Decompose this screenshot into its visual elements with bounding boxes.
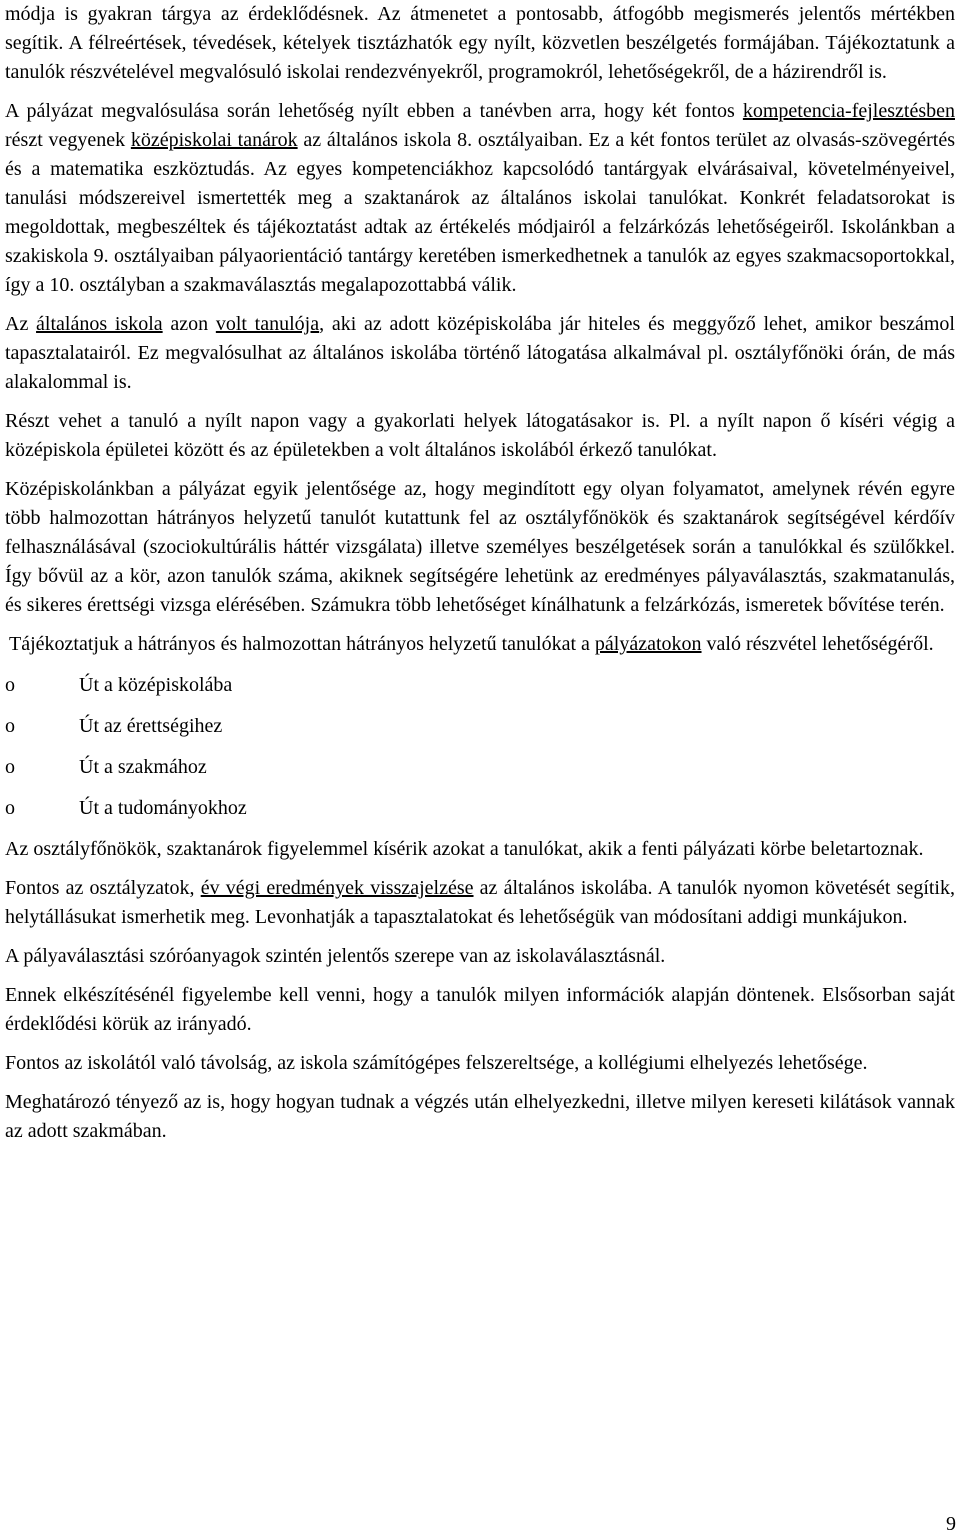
list-item <box>5 712 955 753</box>
text-run: való részvétel lehetőségéről. <box>701 633 934 655</box>
top-paragraphs <box>5 0 955 659</box>
bullet-marker: o <box>5 715 15 737</box>
text-run: az általános iskolába. A tanulók nyomon követését segítik, helytállásukat ismerhetik meg. Levonhatják a tapasztalatokat és lehetőségük van módosítani addigi munkájukon. <box>5 877 955 928</box>
list-item-text: Út a tudományokhoz <box>79 797 247 819</box>
text-run: részt vegyenek <box>5 129 131 151</box>
list-item-text: Út a középiskolába <box>79 674 233 696</box>
text-run: Középiskolánkban a pályázat egyik jelentősége az, hogy megindított egy olyan folyamatot, amelynek révén egyre több halmozottan hátrányos helyzetű tanulót kutattunk fel az osztályfőnökök és szaktanárok segítségével kérdőív felhasználásával (szociokultúrális háttér vizsgálata) illetve személyes beszélgetések során a tanulókkal és szülőkkel. Így bővül az a kör, azon tanulók száma, akiknek segítségére lehetünk az eredményes pályaválasztás, szakmatanulás, és sikeres érettségi vizsga elérésében. Számukra több lehetőséget kínálhatunk a felzárkózás, ismeretek bővítése terén. <box>5 478 955 616</box>
text-run: az általános iskola 8. osztályaiban. Ez a két fontos terület az olvasás-szövegértés és a matematika eszköztudás. Az egyes kompetenciákhoz kapcsolódó tantárgyak elvárásaival, követelményeivel, tanulási módszereivel ismertették meg a szaktanárok az általános iskolai tanulókat. Konkrét feladatsorokat is megoldottak, megbeszéltek és tájékoztatást adtak az értékelés módjairól a felzárkózás lehetőségeiről. Iskolánkban a szakiskola 9. osztályaiban pályaorientáció tantárgy keretében ismerkedhetnek a tanulók az egyes szakmacsoportokkal, így a 10. osztályban a szakmaválasztás megalapozottabbá válik. <box>5 129 955 296</box>
paragraph-open-day <box>5 407 955 465</box>
paragraph-employment-prospects <box>5 1088 955 1146</box>
page-number: 9 <box>946 1513 956 1535</box>
text-run: azon <box>162 313 216 335</box>
paragraph-competence-development <box>5 97 955 300</box>
text-run: A pályázat megvalósulása során lehetőség nyílt ebben a tanévben arra, hogy két fontos <box>5 100 743 122</box>
text-run: Az <box>5 313 37 335</box>
paragraph-information-basis <box>5 981 955 1039</box>
text-run: , aki az adott középiskolába jár hiteles és meggyőző lehet, amikor beszámol tapasztalatairól. Ez megvalósulhat az általános iskolába történő látogatása alkalmával pl. osztályfőnöki órán, de más alakalommal is. <box>5 313 955 393</box>
text-run: Fontos az osztályzatok, <box>5 877 201 899</box>
list-item-text: Út a szakmához <box>79 756 207 778</box>
list-item-text: Út az érettségihez <box>79 715 223 737</box>
paragraph-intro-continuation <box>5 0 955 87</box>
underlined-text: év végi eredmények visszajelzése <box>200 877 474 899</box>
bottom-paragraphs <box>5 835 955 1146</box>
text-run: módja is gyakran tárgya az érdeklődésnek. Az átmenetet a pontosabb, átfogóbb megismerés jelentős mértékben segítik. A félreértések, tévedések, kételyek tisztázhatók egy nyílt, közvetlen beszélgetés formájában. Tájékoztatunk a tanulók részvételével megvalósuló iskolai rendezvényekről, programokról, lehetőségekről, de a házirendről is. <box>5 3 955 83</box>
paragraph-tender-information <box>5 630 955 659</box>
paragraph-year-end-results <box>5 874 955 932</box>
tender-bullet-list <box>5 671 955 835</box>
paragraph-disadvantaged-students <box>5 475 955 620</box>
list-item <box>5 671 955 712</box>
text-run: Részt vehet a tanuló a nyílt napon vagy a gyakorlati helyek látogatásakor is. Pl. a nyílt napon ő kíséri végig a középiskola épületei között és az épületekben a volt általános iskolából érkező tanulókat. <box>5 410 955 461</box>
underlined-text: általános iskola <box>36 313 163 335</box>
text-run: Tájékoztatjuk a hátrányos és halmozottan hátrányos helyzetű tanulókat a <box>9 633 595 655</box>
underlined-text: volt tanulója <box>215 313 320 335</box>
paragraph-distance-equipment <box>5 1049 955 1078</box>
text-run: Az osztályfőnökök, szaktanárok figyelemmel kísérik azokat a tanulókat, akik a fenti pályázati körbe beletartoznak. <box>5 838 924 860</box>
text-run: Ennek elkészítésénél figyelembe kell venni, hogy a tanulók milyen információk alapján döntenek. Elsősorban saját érdeklődési körük az irányadó. <box>5 984 955 1035</box>
underlined-text: pályázatokon <box>594 633 702 655</box>
bullet-marker: o <box>5 674 15 696</box>
text-run: Meghatározó tényező az is, hogy hogyan tudnak a végzés után elhelyezkedni, illetve milyen kereseti kilátások vannak az adott szakmában. <box>5 1091 955 1142</box>
underlined-text: középiskolai tanárok <box>130 129 298 151</box>
list-item <box>5 794 955 835</box>
document-page <box>5 0 955 1146</box>
paragraph-former-student <box>5 310 955 397</box>
text-run: A pályaválasztási szóróanyagok szintén jelentős szerepe van az iskolaválasztásnál. <box>5 945 666 967</box>
list-item <box>5 753 955 794</box>
text-run: Fontos az iskolától való távolság, az iskola számítógépes felszereltsége, a kollégiumi elhelyezés lehetősége. <box>5 1052 868 1074</box>
bullet-marker: o <box>5 756 15 778</box>
paragraph-leaflets <box>5 942 955 971</box>
underlined-text: kompetencia-fejlesztésben <box>742 100 955 122</box>
bullet-marker: o <box>5 797 15 819</box>
paragraph-class-teachers <box>5 835 955 864</box>
